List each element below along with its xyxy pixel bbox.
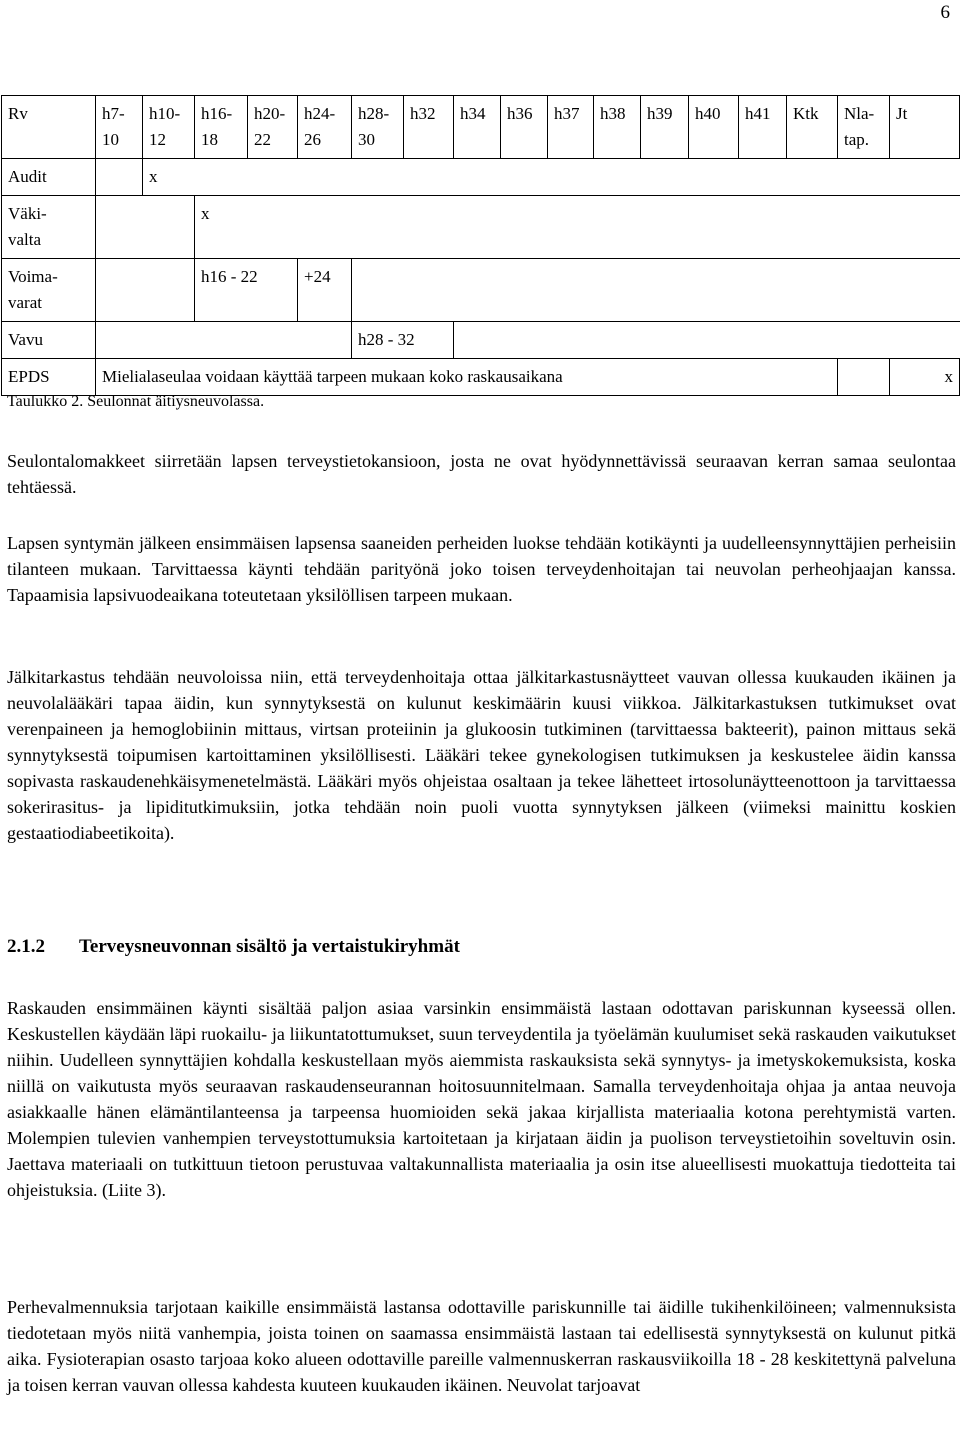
row-label: Väki- valta: [2, 196, 96, 259]
header-cell: Ktk: [787, 96, 838, 159]
row-label: Vavu: [2, 322, 96, 359]
table-cell: [96, 196, 195, 259]
header-cell: Rv: [2, 96, 96, 159]
table-row-voimavarat: [2, 259, 960, 322]
paragraph: Lapsen syntymän jälkeen ensimmäisen lapsensa saaneiden perheiden luokse tehdään kotikäynti ja uudelleensynnyttäjien perheisiin tilanteen mukaan. Tarvittaessa käynti tehdään parityönä joko toisen terveydenhoitajan tai neuvolan perheohjaajan kanssa. Tapaamisia lapsivuodeaikana toteutetaan yksilöllisen tarpeen mukaan.: [7, 533, 956, 605]
section-number: 2.1.2: [7, 936, 45, 957]
section-title: Terveysneuvonnan sisältö ja vertaistukiryhmät: [79, 936, 460, 957]
range-extra: +24: [298, 259, 352, 322]
table-row-audit: [2, 159, 960, 196]
header-cell: h40: [689, 96, 739, 159]
table-cell: [96, 159, 143, 196]
paragraph: Perhevalmennuksia tarjotaan kaikille ensimmäistä lastansa odottaville pariskunnille tai äidille tukihenkilöineen; valmennuksista tiedotetaan myös niitä vanhempia, joista toinen on saamassa ensimmäistä lastaan tai edellisestä synnytyksestä on kulunut pitkä aika. Fysioterapian osasto tarjoaa koko alueen odottaville pareille valmennuskerran raskausviikoilla 18 - 28 keskitettynä palveluna ja toisen kerran vauvan ollessa kahdesta kuuteen kuukauden ikäinen. Neuvolat tarjoavat: [7, 1297, 956, 1395]
row-label: EPDS: [2, 359, 96, 396]
table-cell: [96, 322, 352, 359]
row-label: Voima- varat: [2, 259, 96, 322]
range-cell: h28 - 32: [352, 322, 454, 359]
table-row-vavu: [2, 322, 960, 359]
header-cell: h28- 30: [352, 96, 404, 159]
table-row-vakivalta: [2, 196, 960, 259]
header-cell: Nla- tap.: [838, 96, 890, 159]
table-cell: [248, 196, 960, 259]
header-cell: h36: [501, 96, 548, 159]
check-mark: x: [143, 159, 195, 196]
header-cell: h37: [548, 96, 594, 159]
paragraph: Raskauden ensimmäinen käynti sisältää paljon asiaa varsinkin ensimmäistä lastaan odottavan pariskunnan kyseessä ollen. Keskustellen käydään läpi ruokailu- ja liikuntatottumukset, suun terveydentila ja työelämän kuulumiset sekä raskauden vaikutukset niihin. Uudelleen synnyttäjien kohdalla keskustellaan myös aiemmista raskauksista sekä synnytys- ja imetyskokemuksista, koska niillä on vaikutusta myös seuraavan raskaudenseurannan hoitosuunnitelmaan. Samalla terveydenhoitaja ohjaa ja antaa neuvoja asiakkaalle hänen elämäntilanteensa ja tarpeensa huomioiden sekä jakaa kirjallista materiaalia kotona perehtymistä varten. Molempien tulevien vanhempien terveystottumuksia kartoitetaan ja kirjataan äidin ja puolison terveystietoihin soveltuvin osin. Jaettava materiaali on tutkittuun tietoon perustuvaa valtakunnallista materiaalia ja osin itse alueellisesti muokattuja tiedotteita tai ohjeistuksia. (Liite 3).: [7, 998, 956, 1200]
paragraph: Jälkitarkastus tehdään neuvoloissa niin, että terveydenhoitaja ottaa jälkitarkastusnäytteet vauvan ollessa kuukauden ikäinen ja neuvolalääkäri tapaa äidin, kun synnytyksestä on kulunut keskimäärin kuusi viikkoa. Jälkitarkastuksen tutkimukset ovat verenpaineen ja hemoglobiinin mittaus, virtsan proteiinin ja glukoosin tutkiminen (tarvittaessa bakteerit), painon mittaus sekä synnytyksestä toipumisen kartoittaminen yksilöllisesti. Lääkäri tekee gynekologisen tutkimuksen ja keskustelee äidin kanssa sopivasta raskaudenehkäisymenetelmästä. Lääkäri myös ohjeistaa osaltaan ja tekee lähetteet irtosolunäytteenottoon ja tarvittaessa sokerirasitus- ja lipiditutkimuksiin, jotka tehdään noin puoli vuotta synnytyksen jälkeen (viimeksi mainittu koskien gestaatiodiabeetikoita).: [7, 667, 956, 843]
paragraph: Seulontalomakkeet siirretään lapsen terveystietokansioon, josta ne ovat hyödynnettävissä seuraavan kerran samaa seulontaa tehtäessä.: [7, 451, 956, 497]
header-cell: h24- 26: [298, 96, 352, 159]
header-cell: h38: [594, 96, 641, 159]
header-cell: h34: [454, 96, 501, 159]
table-cell: [96, 259, 195, 322]
table-cell: [454, 322, 960, 359]
table-row-epds: [2, 359, 960, 396]
header-cell: h32: [404, 96, 454, 159]
table-caption: Taulukko 2. Seulonnat äitiysneuvolassa.: [7, 393, 265, 410]
header-cell: h39: [641, 96, 689, 159]
check-mark: x: [890, 359, 960, 396]
header-cell: h10- 12: [143, 96, 195, 159]
header-cell: h41: [739, 96, 787, 159]
page-number: 6: [940, 2, 950, 23]
header-cell: h7- 10: [96, 96, 143, 159]
check-mark: x: [195, 196, 248, 259]
table-cell: [195, 159, 960, 196]
range-cell: h16 - 22: [195, 259, 298, 322]
table-header-row: [2, 96, 960, 159]
table-cell: [352, 259, 960, 322]
screening-table: [1, 95, 960, 396]
header-cell: Jt: [890, 96, 960, 159]
header-cell: h20- 22: [248, 96, 298, 159]
epds-note: Mielialaseulaa voidaan käyttää tarpeen mukaan koko raskausaikana: [96, 359, 838, 396]
header-cell: h16- 18: [195, 96, 248, 159]
table-cell: [838, 359, 890, 396]
row-label: Audit: [2, 159, 96, 196]
section-heading: [7, 934, 460, 960]
